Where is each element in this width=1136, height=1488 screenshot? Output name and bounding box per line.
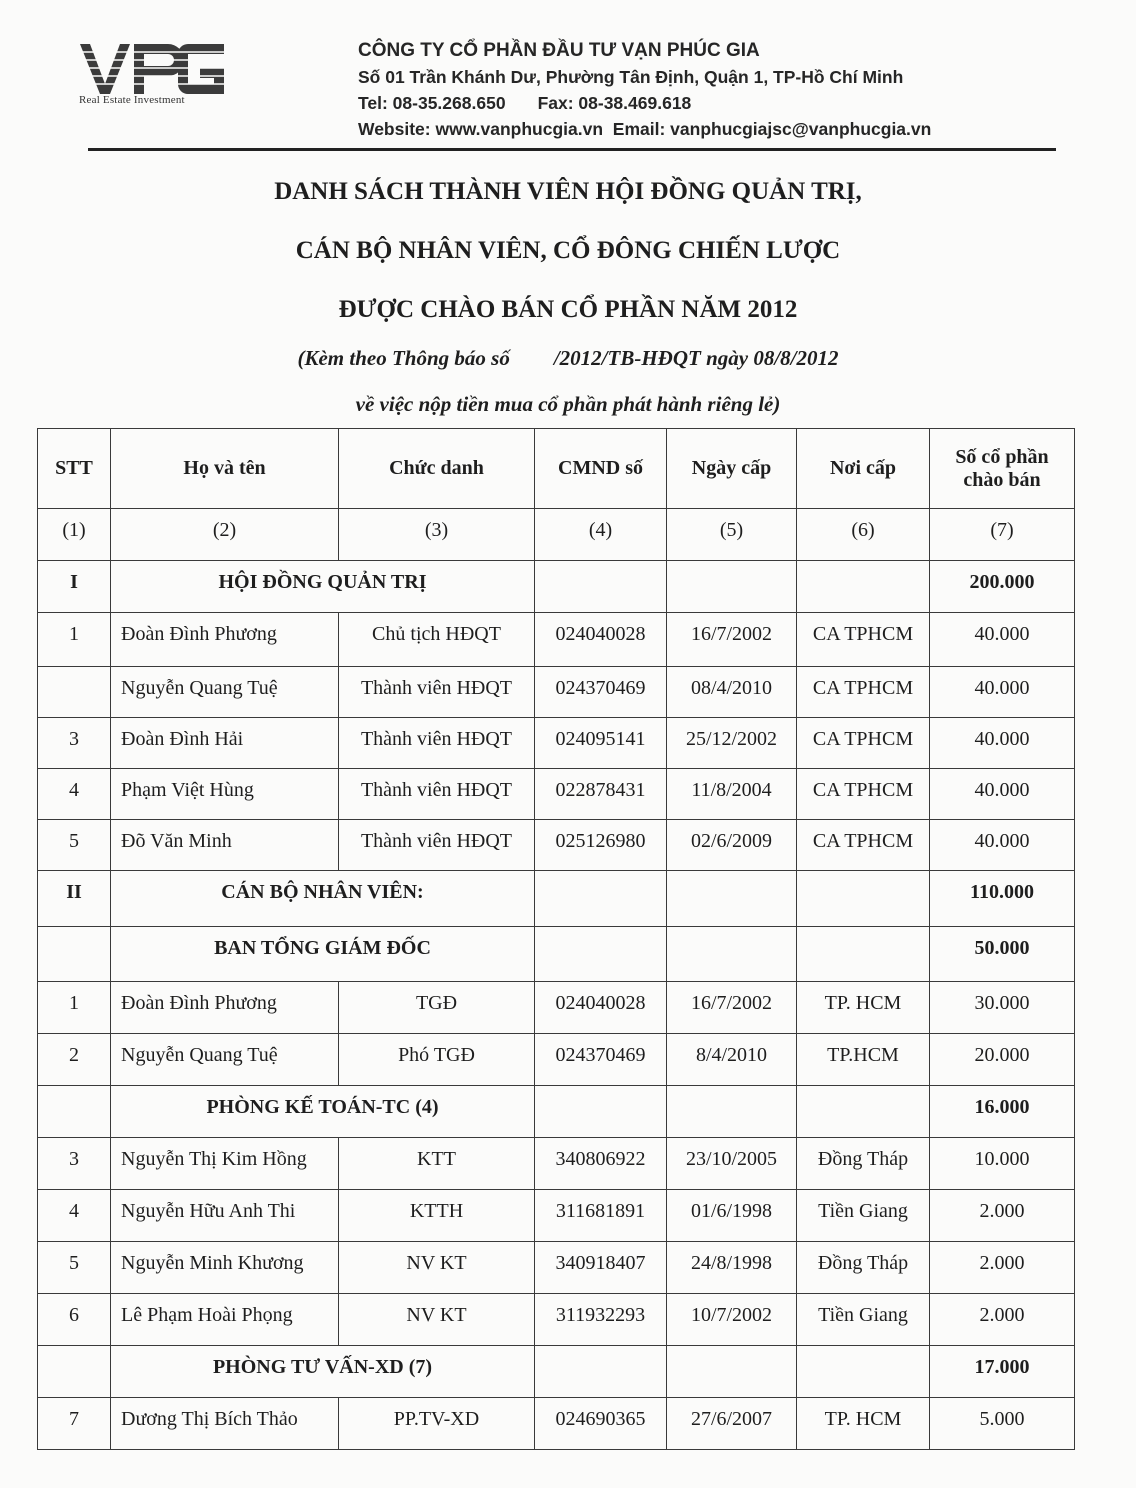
table-header-row: [38, 429, 1075, 509]
cell-empty: [535, 871, 667, 927]
table-row: [38, 1190, 1075, 1242]
section-row: [38, 927, 1075, 982]
section-row: [38, 1086, 1075, 1138]
column-number-row: [38, 509, 1075, 561]
cell-title: NV KT: [339, 1294, 535, 1346]
cell-empty: [535, 927, 667, 982]
cell-stt: II: [38, 871, 111, 927]
cell-name: Đõ Văn Minh: [111, 820, 339, 871]
cell-title: Thành viên HĐQT: [339, 718, 535, 769]
cell-place: CA TPHCM: [797, 613, 930, 667]
cell-section-name: PHÒNG TƯ VẤN-XD (7): [111, 1346, 535, 1398]
cell-id: 340806922: [535, 1138, 667, 1190]
cell-date: 02/6/2009: [667, 820, 797, 871]
table-row: [38, 1398, 1075, 1450]
table-row: [38, 1138, 1075, 1190]
section-row: [38, 871, 1075, 927]
section-row: [38, 1346, 1075, 1398]
cell-id: 024690365: [535, 1398, 667, 1450]
cell-title: KTTH: [339, 1190, 535, 1242]
column-number: (3): [339, 509, 535, 561]
cell-shares: 40.000: [930, 718, 1075, 769]
cell-name: Nguyễn Hữu Anh Thi: [111, 1190, 339, 1242]
doc-subtitle-b: /2012/TB-HĐQT ngày 08/8/2012: [553, 346, 839, 370]
cell-stt: 1: [38, 613, 111, 667]
cell-title: TGĐ: [339, 982, 535, 1034]
company-info: [358, 38, 931, 142]
cell-place: Tiền Giang: [797, 1190, 930, 1242]
cell-place: CA TPHCM: [797, 667, 930, 718]
cell-id: 024040028: [535, 613, 667, 667]
cell-name: Nguyễn Quang Tuệ: [111, 1034, 339, 1086]
cell-empty: [797, 561, 930, 613]
company-email: Email: vanphucgiajsc@vanphucgia.vn: [612, 119, 932, 139]
cell-empty: [797, 927, 930, 982]
header-stt: STT: [38, 429, 111, 509]
cell-id: 022878431: [535, 769, 667, 820]
cell-title: Thành viên HĐQT: [339, 820, 535, 871]
cell-stt: 1: [38, 982, 111, 1034]
doc-title-line2: CÁN BỘ NHÂN VIÊN, CỔ ĐÔNG CHIẾN LƯỢC: [295, 237, 841, 264]
cell-name: Đoàn Đình Phương: [111, 613, 339, 667]
cell-place: TP. HCM: [797, 1398, 930, 1450]
cell-empty: [667, 1086, 797, 1138]
cell-shares: 2.000: [930, 1190, 1075, 1242]
cell-shares: 5.000: [930, 1398, 1075, 1450]
cell-empty: [535, 561, 667, 613]
cell-empty: [667, 927, 797, 982]
company-name: CÔNG TY CỔ PHẦN ĐẦU TƯ VẠN PHÚC GIA: [358, 40, 760, 61]
cell-empty: [535, 1346, 667, 1398]
table-row: [38, 718, 1075, 769]
table-row: [38, 613, 1075, 667]
table-row: [38, 820, 1075, 871]
doc-title-line1: DANH SÁCH THÀNH VIÊN HỘI ĐỒNG QUẢN TRỊ,: [274, 178, 862, 205]
column-number: (5): [667, 509, 797, 561]
cell-title: Thành viên HĐQT: [339, 769, 535, 820]
column-number: (2): [111, 509, 339, 561]
cell-id: 311932293: [535, 1294, 667, 1346]
cell-shares: 40.000: [930, 613, 1075, 667]
cell-id: 024370469: [535, 1034, 667, 1086]
column-number: (1): [38, 509, 111, 561]
table-row: [38, 769, 1075, 820]
cell-shares: 50.000: [930, 927, 1075, 982]
table-row: [38, 1034, 1075, 1086]
cell-shares: 110.000: [930, 871, 1075, 927]
cell-shares: 16.000: [930, 1086, 1075, 1138]
cell-id: 340918407: [535, 1242, 667, 1294]
header-shares-line2: chào bán: [963, 468, 1041, 491]
cell-id: 025126980: [535, 820, 667, 871]
cell-shares: 17.000: [930, 1346, 1075, 1398]
cell-stt: 5: [38, 1242, 111, 1294]
cell-title: PP.TV-XD: [339, 1398, 535, 1450]
table-row: [38, 982, 1075, 1034]
cell-shares: 40.000: [930, 820, 1075, 871]
doc-subtitle-line1: [0, 346, 1136, 371]
cell-stt: 3: [38, 718, 111, 769]
company-tel: Tel: 08-35.268.650: [358, 93, 506, 113]
cell-name: Nguyễn Thị Kim Hồng: [111, 1138, 339, 1190]
cell-name: Phạm Việt Hùng: [111, 769, 339, 820]
cell-empty: [797, 1346, 930, 1398]
cell-shares: 20.000: [930, 1034, 1075, 1086]
section-row: [38, 561, 1075, 613]
cell-shares: 10.000: [930, 1138, 1075, 1190]
company-phone-fax: [358, 90, 931, 116]
cell-stt: 3: [38, 1138, 111, 1190]
table-row: [38, 667, 1075, 718]
cell-id: 024095141: [535, 718, 667, 769]
header-shares: [930, 429, 1075, 509]
cell-empty: [797, 871, 930, 927]
cell-stt: I: [38, 561, 111, 613]
cell-title: Phó TGĐ: [339, 1034, 535, 1086]
cell-place: CA TPHCM: [797, 820, 930, 871]
cell-date: 27/6/2007: [667, 1398, 797, 1450]
cell-date: 24/8/1998: [667, 1242, 797, 1294]
company-address: Số 01 Trần Khánh Dư, Phường Tân Định, Quận 1, TP-Hồ Chí Minh: [358, 67, 904, 87]
logo-tagline: Real Estate Investment: [79, 94, 185, 106]
cell-name: Dương Thị Bích Thảo: [111, 1398, 339, 1450]
table-row: [38, 1294, 1075, 1346]
doc-subtitle-a: (Kèm theo Thông báo số: [297, 346, 510, 370]
cell-name: Nguyễn Minh Khương: [111, 1242, 339, 1294]
cell-date: 08/4/2010: [667, 667, 797, 718]
cell-title: Thành viên HĐQT: [339, 667, 535, 718]
cell-id: 311681891: [535, 1190, 667, 1242]
cell-title: KTT: [339, 1138, 535, 1190]
cell-section-name: HỘI ĐỒNG QUẢN TRỊ: [111, 561, 535, 613]
cell-empty: [797, 1086, 930, 1138]
header-id: CMND số: [535, 429, 667, 509]
doc-title-line3: ĐƯỢC CHÀO BÁN CỔ PHẦN NĂM 2012: [338, 296, 798, 323]
cell-place: Đồng Tháp: [797, 1242, 930, 1294]
cell-shares: 40.000: [930, 667, 1075, 718]
cell-stt: 7: [38, 1398, 111, 1450]
column-number: (7): [930, 509, 1075, 561]
cell-place: Tiền Giang: [797, 1294, 930, 1346]
cell-stt: [38, 927, 111, 982]
cell-date: 11/8/2004: [667, 769, 797, 820]
cell-name: Lê Phạm Hoài Phọng: [111, 1294, 339, 1346]
cell-date: 23/10/2005: [667, 1138, 797, 1190]
company-web-email: [358, 116, 931, 142]
cell-date: 16/7/2002: [667, 982, 797, 1034]
column-number: (4): [535, 509, 667, 561]
cell-stt: 5: [38, 820, 111, 871]
company-fax: Fax: 08-38.469.618: [537, 93, 692, 113]
header-title: Chức danh: [339, 429, 535, 509]
table-body: [38, 561, 1075, 1450]
cell-shares: 200.000: [930, 561, 1075, 613]
company-website: Website: www.vanphucgia.vn: [358, 119, 604, 139]
cell-title: NV KT: [339, 1242, 535, 1294]
header-place: Nơi cấp: [797, 429, 930, 509]
header-divider: [88, 148, 1056, 151]
shareholder-table: [37, 428, 1075, 1450]
cell-empty: [667, 561, 797, 613]
cell-place: TP. HCM: [797, 982, 930, 1034]
cell-date: 8/4/2010: [667, 1034, 797, 1086]
cell-name: Đoàn Đình Phương: [111, 982, 339, 1034]
cell-date: 16/7/2002: [667, 613, 797, 667]
cell-shares: 2.000: [930, 1242, 1075, 1294]
cell-place: CA TPHCM: [797, 718, 930, 769]
column-number: (6): [797, 509, 930, 561]
cell-empty: [667, 871, 797, 927]
cell-stt: 2: [38, 1034, 111, 1086]
cell-shares: 2.000: [930, 1294, 1075, 1346]
cell-place: CA TPHCM: [797, 769, 930, 820]
cell-section-name: PHÒNG KẾ TOÁN-TC (4): [111, 1086, 535, 1138]
cell-date: 10/7/2002: [667, 1294, 797, 1346]
cell-id: 024040028: [535, 982, 667, 1034]
doc-subtitle-line2: về việc nộp tiền mua cổ phần phát hành riêng lẻ): [355, 392, 781, 416]
cell-place: TP.HCM: [797, 1034, 930, 1086]
cell-stt: [38, 667, 111, 718]
cell-empty: [667, 1346, 797, 1398]
cell-id: 024370469: [535, 667, 667, 718]
cell-empty: [535, 1086, 667, 1138]
cell-stt: [38, 1346, 111, 1398]
cell-name: Đoàn Đình Hải: [111, 718, 339, 769]
cell-stt: 4: [38, 1190, 111, 1242]
cell-stt: [38, 1086, 111, 1138]
cell-section-name: CÁN BỘ NHÂN VIÊN:: [111, 871, 535, 927]
header-shares-line1: Số cổ phần: [955, 445, 1049, 468]
cell-date: 01/6/1998: [667, 1190, 797, 1242]
header-name: Họ và tên: [111, 429, 339, 509]
cell-name: Nguyễn Quang Tuệ: [111, 667, 339, 718]
cell-date: 25/12/2002: [667, 718, 797, 769]
cell-stt: 4: [38, 769, 111, 820]
cell-section-name: BAN TỔNG GIÁM ĐỐC: [111, 927, 535, 982]
cell-shares: 30.000: [930, 982, 1075, 1034]
cell-place: Đồng Tháp: [797, 1138, 930, 1190]
table-row: [38, 1242, 1075, 1294]
header-date: Ngày cấp: [667, 429, 797, 509]
cell-stt: 6: [38, 1294, 111, 1346]
cell-title: Chủ tịch HĐQT: [339, 613, 535, 667]
cell-shares: 40.000: [930, 769, 1075, 820]
